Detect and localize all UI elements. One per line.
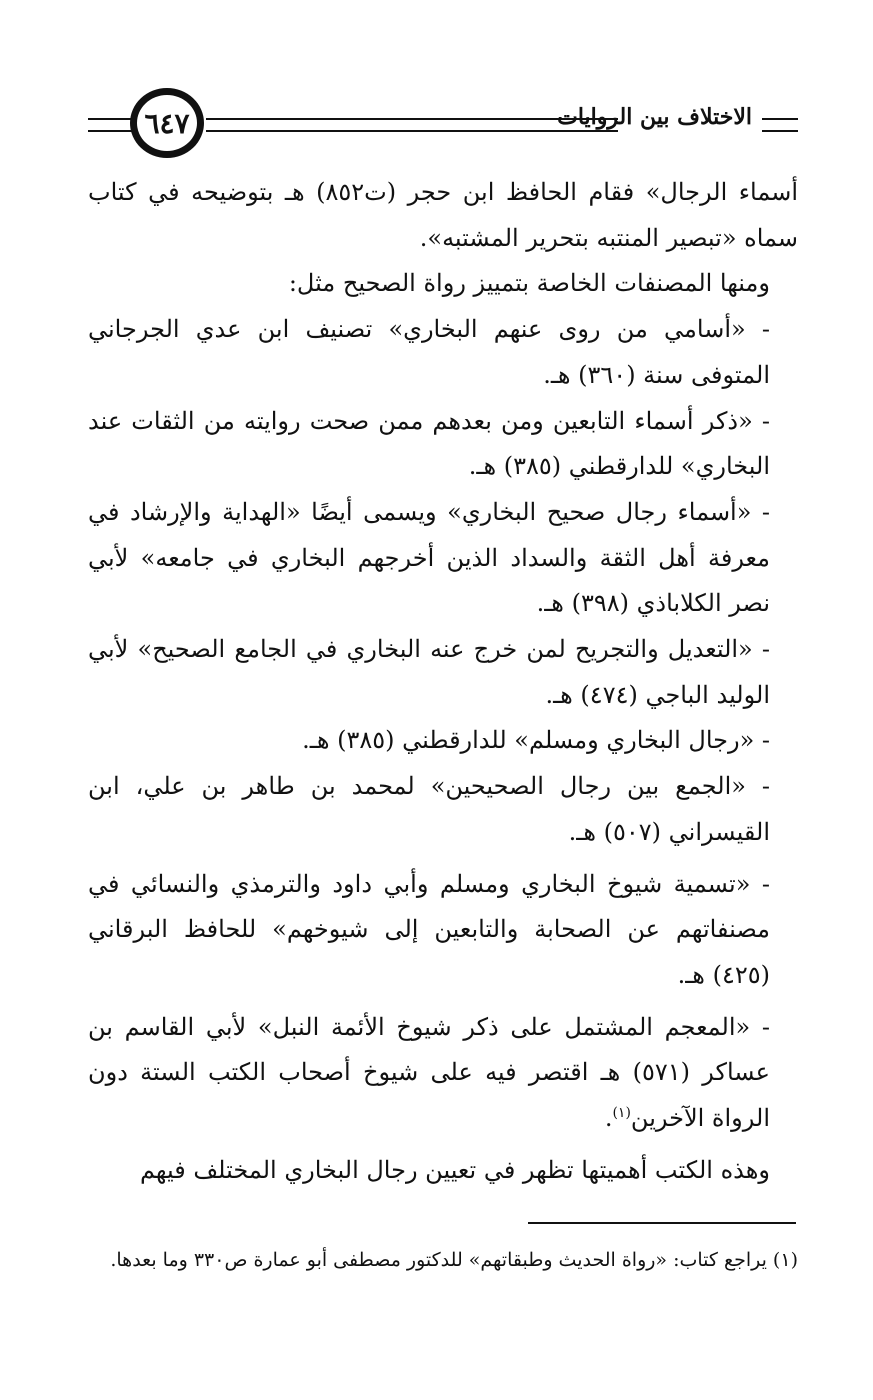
list-item bbox=[88, 1005, 798, 1142]
running-title: الاختلاف بين الروايات bbox=[557, 104, 752, 130]
list-item: - «التعديل والتجريح لمن خرج عنه البخاري في الجامع الصحيح» لأبي الوليد الباجي (٤٧٤) هـ. bbox=[88, 635, 770, 709]
page-number: ٦٤٧ bbox=[144, 106, 190, 140]
footnote bbox=[88, 1240, 798, 1280]
running-header bbox=[88, 82, 798, 170]
paragraph: وهذه الكتب أهميتها تظهر في تعيين رجال البخاري المختلف فيهم bbox=[139, 1155, 770, 1184]
list-item-end: . bbox=[604, 1104, 613, 1133]
list-item: - «تسمية شيوخ البخاري ومسلم وأبي داود والترمذي والنسائي في مصنفاتهم عن الصحابة والتابعين إلى شيوخهم» للحافظ البرقاني (٤٢٥) هـ. bbox=[88, 869, 770, 989]
page-number-badge bbox=[130, 88, 204, 158]
footnote-separator bbox=[528, 1222, 796, 1224]
paragraph: ومنها المصنفات الخاصة بتمييز رواة الصحيح مثل: bbox=[288, 269, 770, 298]
list-item: - «الجمع بين رجال الصحيحين» لمحمد بن طاهر بن علي، ابن القيسراني (٥٠٧) هـ. bbox=[88, 772, 770, 846]
main-text bbox=[88, 170, 798, 1193]
header-rule-right bbox=[762, 118, 798, 132]
footnote-reference: (١) bbox=[612, 1105, 631, 1122]
list-item: - «ذكر أسماء التابعين ومن بعدهم ممن صحت روايته من الثقات عند البخاري» للدارقطني (٣٨٥) هـ. bbox=[88, 406, 770, 481]
list-item: - «أسامي من روى عنهم البخاري» تصنيف ابن عدي الجرجاني المتوفى سنة (٣٦٠) هـ. bbox=[88, 315, 770, 389]
footnote-text: (١) يراجع كتاب: «رواة الحديث وطبقاتهم» للدكتور مصطفى أبو عمارة ص٣٣٠ وما بعدها. bbox=[110, 1249, 798, 1271]
list-item-text: - «المعجم المشتمل على ذكر شيوخ الأئمة النبل» لأبي القاسم بن عساكر (٥٧١) هـ اقتصر فيه على شيوخ أصحاب الكتب الستة دون الرواة الآخرين bbox=[88, 1012, 770, 1133]
list-item: - «رجال البخاري ومسلم» للدارقطني (٣٨٥) هـ. bbox=[302, 726, 770, 755]
list-item: - «أسماء رجال صحيح البخاري» ويسمى أيضًا «الهداية والإرشاد في معرفة أهل الثقة والسداد الذين أخرجهم البخاري في جامعه» لأبي نصر الكلاباذي (٣٩٨) هـ. bbox=[88, 497, 770, 618]
paragraph: أسماء الرجال» فقام الحافظ ابن حجر (ت٨٥٢) هـ بتوضيحه في كتاب سماه «تبصير المنتبه بتحرير المشتبه». bbox=[88, 178, 799, 252]
